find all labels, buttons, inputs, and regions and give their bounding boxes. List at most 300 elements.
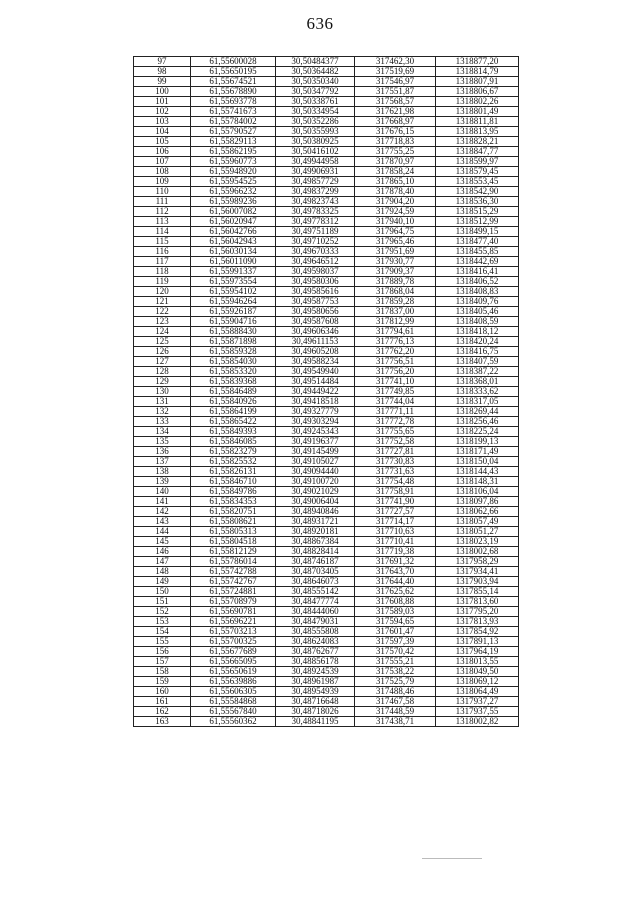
longitude-cell: 30,48920181 <box>276 527 355 537</box>
longitude-cell: 30,48746187 <box>276 557 355 567</box>
x-coordinate-cell: 317771,11 <box>355 407 436 417</box>
latitude-cell: 61,55834353 <box>191 497 276 507</box>
x-coordinate-cell: 317570,42 <box>355 647 436 657</box>
table-row <box>134 377 519 387</box>
y-coordinate-cell: 1318416,75 <box>436 347 519 357</box>
point-number-cell: 151 <box>134 597 191 607</box>
longitude-cell: 30,48954939 <box>276 687 355 697</box>
point-number-cell: 158 <box>134 667 191 677</box>
longitude-cell: 30,50380925 <box>276 137 355 147</box>
table-row <box>134 267 519 277</box>
longitude-cell: 30,49837299 <box>276 187 355 197</box>
x-coordinate-cell: 317870,97 <box>355 157 436 167</box>
table-row <box>134 677 519 687</box>
y-coordinate-cell: 1318333,62 <box>436 387 519 397</box>
table-row <box>134 387 519 397</box>
latitude-cell: 61,55966232 <box>191 187 276 197</box>
y-coordinate-cell: 1317937,55 <box>436 707 519 717</box>
latitude-cell: 61,55865422 <box>191 417 276 427</box>
latitude-cell: 61,55854030 <box>191 357 276 367</box>
x-coordinate-cell: 317909,37 <box>355 267 436 277</box>
latitude-cell: 61,56011090 <box>191 257 276 267</box>
latitude-cell: 61,55600028 <box>191 57 276 67</box>
table-row <box>134 367 519 377</box>
point-number-cell: 99 <box>134 77 191 87</box>
longitude-cell: 30,49588234 <box>276 357 355 367</box>
longitude-cell: 30,49327779 <box>276 407 355 417</box>
point-number-cell: 154 <box>134 627 191 637</box>
y-coordinate-cell: 1317958,29 <box>436 557 519 567</box>
longitude-cell: 30,50352286 <box>276 117 355 127</box>
x-coordinate-cell: 317643,70 <box>355 567 436 577</box>
point-number-cell: 131 <box>134 397 191 407</box>
x-coordinate-cell: 317772,78 <box>355 417 436 427</box>
point-number-cell: 101 <box>134 97 191 107</box>
y-coordinate-cell: 1318847,77 <box>436 147 519 157</box>
table-row <box>134 487 519 497</box>
y-coordinate-cell: 1318477,40 <box>436 237 519 247</box>
x-coordinate-cell: 317727,81 <box>355 447 436 457</box>
point-number-cell: 163 <box>134 717 191 727</box>
x-coordinate-cell: 317951,69 <box>355 247 436 257</box>
point-number-cell: 140 <box>134 487 191 497</box>
x-coordinate-cell: 317625,62 <box>355 587 436 597</box>
table-row <box>134 707 519 717</box>
point-number-cell: 119 <box>134 277 191 287</box>
longitude-cell: 30,48624083 <box>276 637 355 647</box>
longitude-cell: 30,49303294 <box>276 417 355 427</box>
longitude-cell: 30,48841195 <box>276 717 355 727</box>
latitude-cell: 61,55805313 <box>191 527 276 537</box>
point-number-cell: 103 <box>134 117 191 127</box>
point-number-cell: 107 <box>134 157 191 167</box>
table-row <box>134 197 519 207</box>
latitude-cell: 61,55560362 <box>191 717 276 727</box>
x-coordinate-cell: 317858,24 <box>355 167 436 177</box>
latitude-cell: 61,55846710 <box>191 477 276 487</box>
point-number-cell: 116 <box>134 247 191 257</box>
point-number-cell: 146 <box>134 547 191 557</box>
y-coordinate-cell: 1317891,13 <box>436 637 519 647</box>
point-number-cell: 111 <box>134 197 191 207</box>
table-row <box>134 87 519 97</box>
table-row <box>134 577 519 587</box>
latitude-cell: 61,55708979 <box>191 597 276 607</box>
x-coordinate-cell: 317776,13 <box>355 337 436 347</box>
point-number-cell: 113 <box>134 217 191 227</box>
latitude-cell: 61,55674521 <box>191 77 276 87</box>
point-number-cell: 149 <box>134 577 191 587</box>
x-coordinate-cell: 317691,32 <box>355 557 436 567</box>
table-row <box>134 187 519 197</box>
x-coordinate-cell: 317837,00 <box>355 307 436 317</box>
latitude-cell: 61,55839368 <box>191 377 276 387</box>
latitude-cell: 61,55696221 <box>191 617 276 627</box>
point-number-cell: 132 <box>134 407 191 417</box>
table-row <box>134 417 519 427</box>
longitude-cell: 30,50355993 <box>276 127 355 137</box>
x-coordinate-cell: 317597,39 <box>355 637 436 647</box>
point-number-cell: 125 <box>134 337 191 347</box>
y-coordinate-cell: 1318828,21 <box>436 137 519 147</box>
point-number-cell: 134 <box>134 427 191 437</box>
y-coordinate-cell: 1318387,22 <box>436 367 519 377</box>
y-coordinate-cell: 1318148,31 <box>436 477 519 487</box>
longitude-cell: 30,49006404 <box>276 497 355 507</box>
table-row <box>134 167 519 177</box>
table-row <box>134 687 519 697</box>
x-coordinate-cell: 317754,48 <box>355 477 436 487</box>
table-row <box>134 157 519 167</box>
table-row <box>134 317 519 327</box>
longitude-cell: 30,49094440 <box>276 467 355 477</box>
table-row <box>134 117 519 127</box>
point-number-cell: 161 <box>134 697 191 707</box>
x-coordinate-cell: 317924,59 <box>355 207 436 217</box>
point-number-cell: 122 <box>134 307 191 317</box>
table-row <box>134 507 519 517</box>
table-row <box>134 177 519 187</box>
table-row <box>134 147 519 157</box>
point-number-cell: 129 <box>134 377 191 387</box>
table-row <box>134 557 519 567</box>
latitude-cell: 61,55954102 <box>191 287 276 297</box>
x-coordinate-cell: 317812,99 <box>355 317 436 327</box>
table-row <box>134 257 519 267</box>
point-number-cell: 112 <box>134 207 191 217</box>
x-coordinate-cell: 317719,38 <box>355 547 436 557</box>
y-coordinate-cell: 1318553,45 <box>436 177 519 187</box>
table-row <box>134 467 519 477</box>
y-coordinate-cell: 1318062,66 <box>436 507 519 517</box>
point-number-cell: 127 <box>134 357 191 367</box>
latitude-cell: 61,56030134 <box>191 247 276 257</box>
latitude-cell: 61,55859328 <box>191 347 276 357</box>
x-coordinate-cell: 317859,28 <box>355 297 436 307</box>
longitude-cell: 30,49100720 <box>276 477 355 487</box>
point-number-cell: 148 <box>134 567 191 577</box>
point-number-cell: 160 <box>134 687 191 697</box>
x-coordinate-cell: 317758,91 <box>355 487 436 497</box>
x-coordinate-cell: 317555,21 <box>355 657 436 667</box>
longitude-cell: 30,49751189 <box>276 227 355 237</box>
x-coordinate-cell: 317731,63 <box>355 467 436 477</box>
latitude-cell: 61,55650195 <box>191 67 276 77</box>
point-number-cell: 156 <box>134 647 191 657</box>
latitude-cell: 61,55650619 <box>191 667 276 677</box>
x-coordinate-cell: 317710,63 <box>355 527 436 537</box>
y-coordinate-cell: 1318317,05 <box>436 397 519 407</box>
y-coordinate-cell: 1317855,14 <box>436 587 519 597</box>
y-coordinate-cell: 1317937,27 <box>436 697 519 707</box>
longitude-cell: 30,49710252 <box>276 237 355 247</box>
point-number-cell: 124 <box>134 327 191 337</box>
point-number-cell: 105 <box>134 137 191 147</box>
x-coordinate-cell: 317718,83 <box>355 137 436 147</box>
latitude-cell: 61,55808621 <box>191 517 276 527</box>
latitude-cell: 61,55700325 <box>191 637 276 647</box>
longitude-cell: 30,49105027 <box>276 457 355 467</box>
table-row <box>134 517 519 527</box>
y-coordinate-cell: 1317854,92 <box>436 627 519 637</box>
x-coordinate-cell: 317889,78 <box>355 277 436 287</box>
table-row <box>134 477 519 487</box>
table-row <box>134 597 519 607</box>
x-coordinate-cell: 317727,57 <box>355 507 436 517</box>
y-coordinate-cell: 1318801,49 <box>436 107 519 117</box>
y-coordinate-cell: 1318368,01 <box>436 377 519 387</box>
table-row <box>134 437 519 447</box>
longitude-cell: 30,48477774 <box>276 597 355 607</box>
point-number-cell: 150 <box>134 587 191 597</box>
table-row <box>134 307 519 317</box>
x-coordinate-cell: 317644,40 <box>355 577 436 587</box>
latitude-cell: 61,55812129 <box>191 547 276 557</box>
longitude-cell: 30,48555142 <box>276 587 355 597</box>
longitude-cell: 30,50347792 <box>276 87 355 97</box>
table-row <box>134 137 519 147</box>
point-number-cell: 130 <box>134 387 191 397</box>
x-coordinate-cell: 317964,75 <box>355 227 436 237</box>
latitude-cell: 61,55840926 <box>191 397 276 407</box>
longitude-cell: 30,49585616 <box>276 287 355 297</box>
x-coordinate-cell: 317730,83 <box>355 457 436 467</box>
longitude-cell: 30,48762677 <box>276 647 355 657</box>
table-row <box>134 407 519 417</box>
longitude-cell: 30,49587608 <box>276 317 355 327</box>
table-row <box>134 217 519 227</box>
longitude-cell: 30,49605208 <box>276 347 355 357</box>
point-number-cell: 141 <box>134 497 191 507</box>
page-number: 636 <box>306 14 334 33</box>
x-coordinate-cell: 317676,15 <box>355 127 436 137</box>
latitude-cell: 61,55639886 <box>191 677 276 687</box>
table-row <box>134 57 519 67</box>
point-number-cell: 121 <box>134 297 191 307</box>
longitude-cell: 30,48479031 <box>276 617 355 627</box>
longitude-cell: 30,49670333 <box>276 247 355 257</box>
point-number-cell: 153 <box>134 617 191 627</box>
table-row <box>134 547 519 557</box>
latitude-cell: 61,55946264 <box>191 297 276 307</box>
latitude-cell: 61,55724881 <box>191 587 276 597</box>
y-coordinate-cell: 1318407,59 <box>436 357 519 367</box>
latitude-cell: 61,55849786 <box>191 487 276 497</box>
y-coordinate-cell: 1318150,04 <box>436 457 519 467</box>
longitude-cell: 30,49944958 <box>276 157 355 167</box>
y-coordinate-cell: 1318405,46 <box>436 307 519 317</box>
longitude-cell: 30,49857729 <box>276 177 355 187</box>
latitude-cell: 61,56042943 <box>191 237 276 247</box>
latitude-cell: 61,55804518 <box>191 537 276 547</box>
table-row <box>134 497 519 507</box>
table-row <box>134 247 519 257</box>
latitude-cell: 61,55584868 <box>191 697 276 707</box>
latitude-cell: 61,55849393 <box>191 427 276 437</box>
table-row <box>134 347 519 357</box>
y-coordinate-cell: 1317964,19 <box>436 647 519 657</box>
latitude-cell: 61,56020947 <box>191 217 276 227</box>
y-coordinate-cell: 1318813,95 <box>436 127 519 137</box>
x-coordinate-cell: 317467,58 <box>355 697 436 707</box>
point-number-cell: 143 <box>134 517 191 527</box>
table-row <box>134 297 519 307</box>
longitude-cell: 30,48856178 <box>276 657 355 667</box>
y-coordinate-cell: 1317813,93 <box>436 617 519 627</box>
x-coordinate-cell: 317710,41 <box>355 537 436 547</box>
y-coordinate-cell: 1318057,49 <box>436 517 519 527</box>
x-coordinate-cell: 317488,46 <box>355 687 436 697</box>
latitude-cell: 61,56007082 <box>191 207 276 217</box>
table-row <box>134 207 519 217</box>
latitude-cell: 61,55790527 <box>191 127 276 137</box>
latitude-cell: 61,55823279 <box>191 447 276 457</box>
y-coordinate-cell: 1318499,15 <box>436 227 519 237</box>
latitude-cell: 61,55989236 <box>191 197 276 207</box>
point-number-cell: 144 <box>134 527 191 537</box>
y-coordinate-cell: 1318406,52 <box>436 277 519 287</box>
y-coordinate-cell: 1318807,91 <box>436 77 519 87</box>
point-number-cell: 157 <box>134 657 191 667</box>
x-coordinate-cell: 317756,20 <box>355 367 436 377</box>
longitude-cell: 30,48718026 <box>276 707 355 717</box>
y-coordinate-cell: 1318049,50 <box>436 667 519 677</box>
table-row <box>134 337 519 347</box>
longitude-cell: 30,48828414 <box>276 547 355 557</box>
x-coordinate-cell: 317546,97 <box>355 77 436 87</box>
point-number-cell: 115 <box>134 237 191 247</box>
point-number-cell: 123 <box>134 317 191 327</box>
coordinates-table-body <box>134 57 519 727</box>
longitude-cell: 30,49021029 <box>276 487 355 497</box>
longitude-cell: 30,49611153 <box>276 337 355 347</box>
latitude-cell: 61,55888430 <box>191 327 276 337</box>
point-number-cell: 109 <box>134 177 191 187</box>
y-coordinate-cell: 1318802,26 <box>436 97 519 107</box>
longitude-cell: 30,49778312 <box>276 217 355 227</box>
latitude-cell: 61,55829113 <box>191 137 276 147</box>
latitude-cell: 61,56042766 <box>191 227 276 237</box>
table-row <box>134 667 519 677</box>
latitude-cell: 61,55742788 <box>191 567 276 577</box>
point-number-cell: 152 <box>134 607 191 617</box>
latitude-cell: 61,55784002 <box>191 117 276 127</box>
x-coordinate-cell: 317462,30 <box>355 57 436 67</box>
latitude-cell: 61,55846489 <box>191 387 276 397</box>
x-coordinate-cell: 317755,25 <box>355 147 436 157</box>
x-coordinate-cell: 317865,10 <box>355 177 436 187</box>
longitude-cell: 30,49580656 <box>276 307 355 317</box>
longitude-cell: 30,50416102 <box>276 147 355 157</box>
point-number-cell: 108 <box>134 167 191 177</box>
latitude-cell: 61,55960773 <box>191 157 276 167</box>
y-coordinate-cell: 1318199,13 <box>436 437 519 447</box>
y-coordinate-cell: 1318416,41 <box>436 267 519 277</box>
y-coordinate-cell: 1318023,19 <box>436 537 519 547</box>
longitude-cell: 30,49598037 <box>276 267 355 277</box>
y-coordinate-cell: 1318455,85 <box>436 247 519 257</box>
table-row <box>134 447 519 457</box>
point-number-cell: 147 <box>134 557 191 567</box>
longitude-cell: 30,48716648 <box>276 697 355 707</box>
longitude-cell: 30,48646073 <box>276 577 355 587</box>
latitude-cell: 61,55973554 <box>191 277 276 287</box>
x-coordinate-cell: 317752,58 <box>355 437 436 447</box>
y-coordinate-cell: 1318097,86 <box>436 497 519 507</box>
latitude-cell: 61,55991337 <box>191 267 276 277</box>
y-coordinate-cell: 1317813,60 <box>436 597 519 607</box>
table-row <box>134 457 519 467</box>
latitude-cell: 61,55825532 <box>191 457 276 467</box>
table-row <box>134 287 519 297</box>
table-row <box>134 607 519 617</box>
table-row <box>134 67 519 77</box>
y-coordinate-cell: 1317934,41 <box>436 567 519 577</box>
table-row <box>134 277 519 287</box>
y-coordinate-cell: 1318536,30 <box>436 197 519 207</box>
latitude-cell: 61,55677689 <box>191 647 276 657</box>
latitude-cell: 61,55954525 <box>191 177 276 187</box>
longitude-cell: 30,48924539 <box>276 667 355 677</box>
longitude-cell: 30,49549940 <box>276 367 355 377</box>
x-coordinate-cell: 317714,17 <box>355 517 436 527</box>
point-number-cell: 97 <box>134 57 191 67</box>
point-number-cell: 155 <box>134 637 191 647</box>
longitude-cell: 30,48931721 <box>276 517 355 527</box>
y-coordinate-cell: 1318144,43 <box>436 467 519 477</box>
y-coordinate-cell: 1318806,67 <box>436 87 519 97</box>
latitude-cell: 61,55742767 <box>191 577 276 587</box>
x-coordinate-cell: 317762,20 <box>355 347 436 357</box>
table-row <box>134 617 519 627</box>
y-coordinate-cell: 1318002,68 <box>436 547 519 557</box>
y-coordinate-cell: 1318069,12 <box>436 677 519 687</box>
latitude-cell: 61,55926187 <box>191 307 276 317</box>
longitude-cell: 30,49587753 <box>276 297 355 307</box>
y-coordinate-cell: 1318269,44 <box>436 407 519 417</box>
table-row <box>134 717 519 727</box>
y-coordinate-cell: 1318420,24 <box>436 337 519 347</box>
table-row <box>134 527 519 537</box>
longitude-cell: 30,49823743 <box>276 197 355 207</box>
table-row <box>134 627 519 637</box>
table-row <box>134 427 519 437</box>
table-row <box>134 227 519 237</box>
x-coordinate-cell: 317794,61 <box>355 327 436 337</box>
x-coordinate-cell: 317601,47 <box>355 627 436 637</box>
longitude-cell: 30,49196377 <box>276 437 355 447</box>
latitude-cell: 61,55846085 <box>191 437 276 447</box>
longitude-cell: 30,49580306 <box>276 277 355 287</box>
y-coordinate-cell: 1318408,59 <box>436 317 519 327</box>
point-number-cell: 98 <box>134 67 191 77</box>
point-number-cell: 133 <box>134 417 191 427</box>
point-number-cell: 126 <box>134 347 191 357</box>
point-number-cell: 137 <box>134 457 191 467</box>
point-number-cell: 138 <box>134 467 191 477</box>
point-number-cell: 104 <box>134 127 191 137</box>
y-coordinate-cell: 1318599,97 <box>436 157 519 167</box>
longitude-cell: 30,49145499 <box>276 447 355 457</box>
longitude-cell: 30,49646512 <box>276 257 355 267</box>
point-number-cell: 136 <box>134 447 191 457</box>
latitude-cell: 61,55567840 <box>191 707 276 717</box>
point-number-cell: 114 <box>134 227 191 237</box>
table-row <box>134 357 519 367</box>
y-coordinate-cell: 1318542,90 <box>436 187 519 197</box>
x-coordinate-cell: 317741,90 <box>355 497 436 507</box>
longitude-cell: 30,50364482 <box>276 67 355 77</box>
